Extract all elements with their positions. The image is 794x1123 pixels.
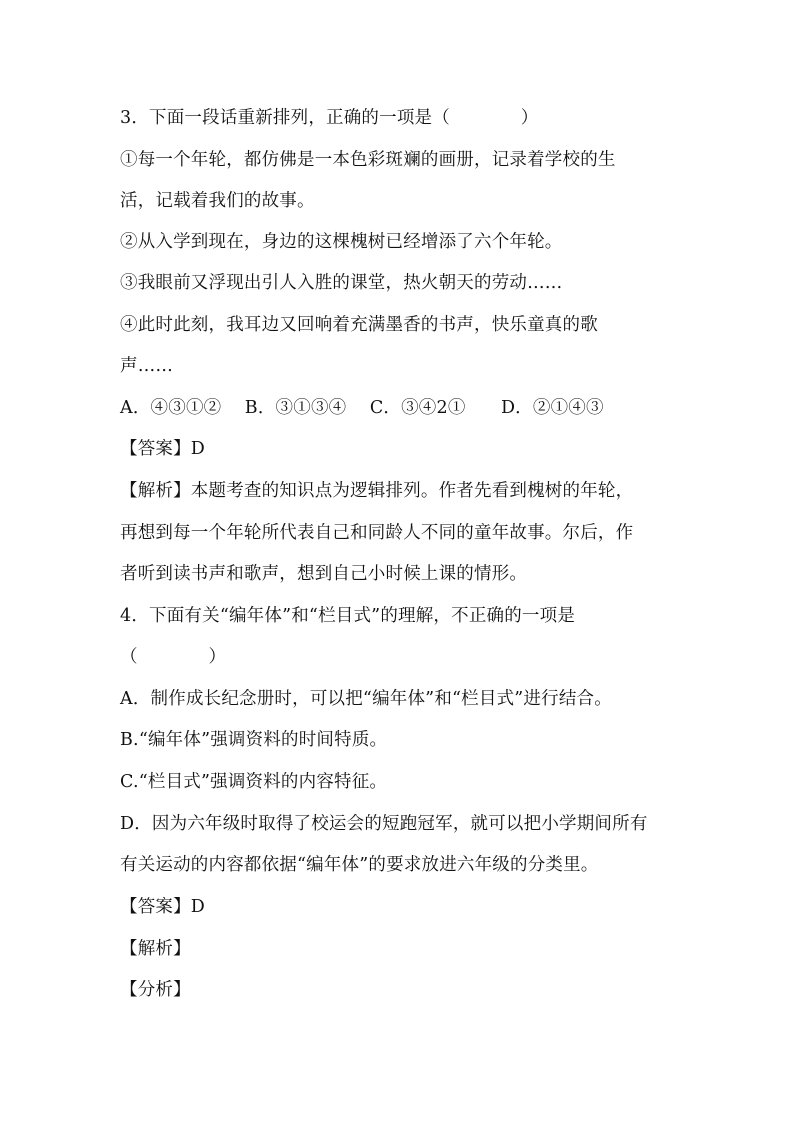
question-3-analysis: 【解析】本题考查的知识点为逻辑排列。作者先看到槐树的年轮， [120,481,634,501]
question-3-sentence-4: ④此时此刻，我耳边又回响着充满墨香的书声，快乐童真的歌 [120,315,598,335]
question-4-option-d-cont: 有关运动的内容都依据“编年体”的要求放进六年级的分类里。 [120,855,599,875]
question-3-analysis-cont-1: 再想到每一个年轮所代表自己和同龄人不同的童年故事。尔后，作 [120,523,634,543]
question-4-answer: 【答案】D [120,897,206,917]
question-4-option-b: B.“编年体”强调资料的时间特质。 [120,730,388,750]
question-3-sentence-1-cont: 活，记载着我们的故事。 [120,191,315,211]
question-4-analysis: 【解析】 [120,939,191,959]
question-4-stem-cont: （ ） [120,647,227,667]
question-3-sentence-3: ③我眼前又浮现出引人入胜的课堂，热火朝天的劳动…… [120,273,563,293]
question-3-sentence-2: ②从入学到现在，身边的这棵槐树已经增添了六个年轮。 [120,232,563,252]
question-4-option-c: C.“栏目式”强调资料的内容特征。 [120,772,388,792]
question-4-option-a: A．制作成长纪念册时，可以把“编年体”和“栏目式”进行结合。 [120,689,612,709]
question-3-sentence-4-cont: 声…… [120,356,174,376]
question-3-stem: 3．下面一段话重新排列，正确的一项是（ ） [120,108,539,128]
question-3-analysis-cont-2: 者听到读书声和歌声，想到自己小时候上课的情形。 [120,564,528,584]
question-3-sentence-1: ①每一个年轮，都仿佛是一本色彩斑斓的画册，记录着学校的生 [120,150,616,170]
question-4-option-d: D．因为六年级时取得了校运会的短跑冠军，就可以把小学期间所有 [120,814,648,834]
question-4-stem: 4．下面有关“编年体”和“栏目式”的理解，不正确的一项是 [120,606,576,626]
question-3-answer: 【答案】D [120,439,206,459]
question-4-breakdown: 【分析】 [120,980,191,1000]
question-3-options: A．④③①② B．③①③④ C．③④2① D．②①④③ [120,398,604,418]
